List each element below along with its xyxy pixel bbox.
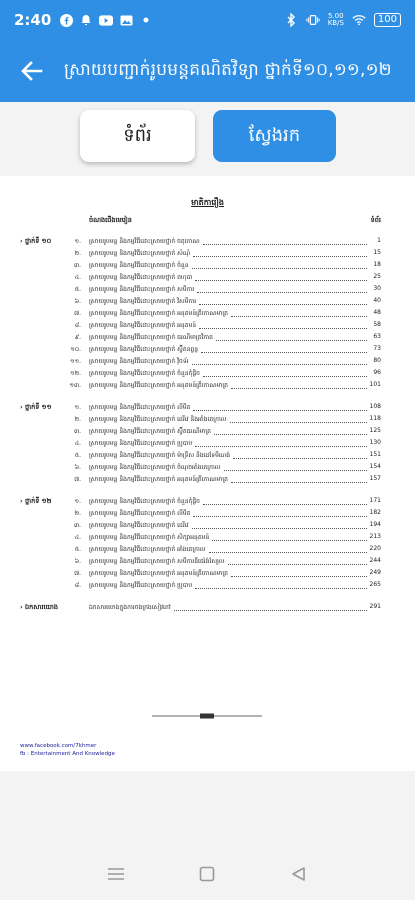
toc-row[interactable] (0, 236, 415, 248)
home-button[interactable] (195, 862, 219, 886)
toc-dot-leader (231, 316, 367, 317)
toc-page-number: 249 (369, 569, 381, 576)
toc-dot-leader (197, 292, 367, 293)
toc-entry-title: ស្រាយរូបមន្ត និងកម្មវិធីដោះស្រាយថ្នាក់ ធរណីមាត្រវិភាគ (89, 334, 213, 341)
toc-dot-leader (212, 540, 367, 541)
bluetooth-icon (284, 13, 298, 27)
toc-page-number: 30 (373, 285, 381, 292)
toc-dot-leader (201, 352, 367, 353)
menu-icon (107, 867, 125, 881)
toc-dot-leader (199, 328, 367, 329)
toc-row[interactable] (0, 532, 415, 544)
toc-dot-leader (192, 268, 367, 269)
toc-dot-leader (214, 434, 367, 435)
column-header-title: ចំណងជើងមេរៀន (89, 216, 132, 224)
back-button[interactable] (0, 40, 64, 102)
toc-entry-title: ស្រាយរូបមន្ត និងកម្មវិធីដោះស្រាយថ្នាក់ ស្វ៊ីតនព្វន្ត (89, 346, 199, 353)
toc-page-number: 244 (369, 557, 381, 564)
toc-row[interactable] (0, 438, 415, 450)
toc-number: ២. (74, 510, 81, 517)
toc-page-number: 154 (369, 463, 381, 470)
toc-row[interactable] (0, 272, 415, 284)
toc-entry-title: ស្រាយរូបមន្ត និងកម្មវិធីដោះស្រាយថ្នាក់ ដេរីវេ (89, 522, 189, 529)
status-bar (0, 0, 415, 40)
toc-entry-title: ស្រាយរូបមន្ត និងកម្មវិធីដោះស្រាយថ្នាក់ ចតុកោណ (89, 238, 200, 245)
toc-dot-leader (203, 504, 367, 505)
toc-number: ៧. (74, 570, 81, 577)
footer-facebook: fb : Entertainment And Knowledge (20, 751, 115, 757)
network-speed: 5.00 KB/S (327, 12, 344, 27)
toc-entry-title: ស្រាយរូបមន្ត និងកម្មវិធីដោះស្រាយថ្នាក់ ចំនួន (89, 262, 189, 269)
toc-row[interactable] (0, 308, 415, 320)
toc-number: ៦. (74, 298, 81, 305)
toc-number: ៨. (74, 322, 81, 329)
toc-row[interactable] (0, 496, 415, 508)
toc-page-number: 291 (369, 603, 381, 610)
toc-entry-title: ស្រាយរូបមន្ត និងកម្មវិធីដោះស្រាយថ្នាក់ សមីការឌីផេរ៉ង់ស្យែល (89, 558, 225, 565)
toc-page-number: 157 (369, 475, 381, 482)
toc-number: ៨. (74, 582, 81, 589)
toc-number: ១១. (70, 358, 81, 365)
navigation-bar (0, 848, 415, 900)
toc-dot-leader (224, 470, 367, 471)
toc-number: ៥. (74, 452, 81, 459)
toc-row[interactable] (0, 260, 415, 272)
toc-dot-leader (192, 528, 367, 529)
toc-dot-leader (228, 564, 367, 565)
toc-entry-title: ស្រាយរូបមន្ត និងកម្មវិធីដោះស្រាយថ្នាក់ ពហុធា (89, 274, 193, 281)
toc-number: ៤. (74, 440, 81, 447)
toc-number: ៣. (73, 262, 81, 269)
toc-entry-title: ស្រាយរូបមន្ត និងកម្មវិធីដោះស្រាយថ្នាក់ អនុគមន៍ត្រីកោណមាត្រ (89, 570, 228, 577)
toc-entry-title: ស្រាយរូបមន្ត និងកម្មវិធីដោះស្រាយថ្នាក់ អនុគមន៍ (89, 322, 197, 329)
toc-dot-leader (230, 422, 367, 423)
toc-dot-leader (174, 610, 367, 611)
toc-number: ៦. (74, 464, 81, 471)
toc-dot-leader (195, 280, 367, 281)
toc-page-number: 40 (373, 297, 381, 304)
status-notification-icons (59, 13, 153, 27)
toc-number: ៩. (74, 334, 81, 341)
toc-row[interactable] (0, 402, 415, 414)
toc-page-number: 151 (369, 451, 381, 458)
toc-row[interactable] (0, 544, 415, 556)
toc-number: ៥. (74, 286, 81, 293)
toc-page-number: 118 (369, 415, 381, 422)
toc-number: ២. (74, 416, 81, 423)
toc-row[interactable] (0, 332, 415, 344)
toc-page-number: 96 (373, 369, 381, 376)
toc-entry-title: ស្រាយរូបមន្ត និងកម្មវិធីដោះស្រាយថ្នាក់ លីមីត (89, 404, 191, 411)
toc-row[interactable] (0, 284, 415, 296)
toc-row[interactable] (0, 368, 415, 380)
toc-page-number: 25 (373, 273, 381, 280)
toc-page-number: 63 (373, 333, 381, 340)
toc-entry-title: ស្រាយរូបមន្ត និងកម្មវិធីដោះស្រាយថ្នាក់ អាំងតេក្រាល (89, 546, 206, 553)
toc-page-number: 15 (373, 249, 381, 256)
mode-switch (0, 102, 415, 172)
footer-website: www.facebook.com/7khmer (20, 743, 97, 749)
toc-number: ៦. (74, 558, 81, 565)
toc-row[interactable] (0, 602, 415, 614)
toc-row[interactable] (0, 508, 415, 520)
vibrate-icon (306, 13, 320, 27)
toc-entry-title: ស្រាយរូបមន្ត និងកម្មវិធីដោះស្រាយថ្នាក់ ស្វ៊ីតធរណីមាត្រ (89, 428, 211, 435)
toc-number: ៤. (74, 274, 81, 281)
toc-page-number: 130 (369, 439, 381, 446)
toc-entry-title: ស្រាយរូបមន្ត និងកម្មវិធីដោះស្រាយថ្នាក់ ប្រូបាប (89, 440, 193, 447)
toc-entry-title: ស្រាយរូបមន្ត និងកម្មវិធីដោះស្រាយថ្នាក់ វ៉ិចទ័រ (89, 358, 189, 365)
document-footer (20, 742, 115, 758)
toc-number: ១៣. (69, 382, 81, 389)
toc-dot-leader (199, 304, 367, 305)
toc-page-number: 220 (369, 545, 381, 552)
toc-entry-title: ស្រាយរូបមន្ត និងកម្មវិធីដោះស្រាយថ្នាក់ សំណុំ (89, 250, 191, 257)
toc-dot-leader (195, 446, 367, 447)
toc-dot-leader (209, 552, 367, 553)
toc-entry-title: ឯកសារយោងក្នុងការចងក្រងសៀវភៅ (89, 604, 171, 611)
document-title: មាតិការឿង (191, 198, 224, 207)
toc-row[interactable] (0, 356, 415, 368)
dot-icon (139, 13, 153, 27)
toc-entry-title: ស្រាយរូបមន្ត និងកម្មវិធីដោះស្រាយថ្នាក់ ចំនួនកុំផ្លិច (89, 498, 200, 505)
menu-button[interactable] (104, 862, 128, 886)
status-time: 2:40 (14, 11, 52, 29)
ornament-divider (152, 713, 262, 719)
toc-row[interactable] (0, 380, 415, 392)
toc-number: ១. (74, 498, 81, 505)
toc-row[interactable] (0, 556, 415, 568)
toc-entry-title: ស្រាយរូបមន្ត និងកម្មវិធីដោះស្រាយថ្នាក់ អនុគមន៍ត្រីកោណមាត្រ (89, 310, 228, 317)
toc-entry-title: ស្រាយរូបមន្ត និងកម្មវិធីដោះស្រាយថ្នាក់ អនុគមន៍ត្រីកោណមាត្រ (89, 476, 228, 483)
toc-page-number: 18 (373, 261, 381, 268)
toc-page-number: 48 (373, 309, 381, 316)
document-page[interactable] (0, 176, 415, 771)
system-back-button[interactable] (287, 862, 311, 886)
toc-row[interactable] (0, 580, 415, 592)
toc-number: ១២. (70, 370, 81, 377)
toc-entry-title: ស្រាយរូបមន្ត និងកម្មវិធីដោះស្រាយថ្នាក់ ចំនួនកុំផ្លិច (89, 370, 200, 377)
toc-number: ៥. (74, 546, 81, 553)
toc-dot-leader (193, 256, 367, 257)
toc-number: ១. (74, 404, 81, 411)
arrow-left-icon (21, 60, 43, 82)
triangle-back-icon (291, 866, 307, 882)
toc-row[interactable] (0, 426, 415, 438)
toc-number: ១០. (70, 346, 81, 353)
toc-entry-title: ស្រាយរូបមន្ត និងកម្មវិធីដោះស្រាយថ្នាក់ វិសមីការ (89, 298, 197, 305)
toc-entry-title: ស្រាយរូបមន្ត និងកម្មវិធីដោះស្រាយថ្នាក់ ដេរីវេ និងអាំងតេក្រាល (89, 416, 227, 423)
youtube-icon (99, 13, 113, 27)
toc-row[interactable] (0, 414, 415, 426)
facebook-icon (59, 13, 73, 27)
toc-number: ១. (74, 238, 81, 245)
toc-number: ៣. (73, 428, 81, 435)
app-bar (0, 40, 415, 102)
gallery-icon (119, 13, 133, 27)
toc-page-number: 73 (373, 345, 381, 352)
toc-row[interactable] (0, 450, 415, 462)
toc-number: ៧. (74, 310, 81, 317)
search-button[interactable]: ស្វែងរក (213, 110, 336, 162)
toc-page-number: 194 (369, 521, 381, 528)
column-header-page: ទំព័រ (370, 216, 381, 224)
toc-page-number: 108 (369, 403, 381, 410)
toc-entry-title: ស្រាយរូបមន្ត និងកម្មវិធីដោះស្រាយថ្នាក់ ម៉ាទ្រីស និងដេទែមីណង់ (89, 452, 231, 459)
toc-row[interactable] (0, 320, 415, 332)
square-icon (199, 866, 215, 882)
toc-grade-label: › ថ្នាក់ទី ១០ (20, 237, 52, 245)
toc-dot-leader (203, 376, 367, 377)
toc-dot-leader (195, 588, 367, 589)
toc-dot-leader (203, 244, 367, 245)
toc-row[interactable] (0, 248, 415, 260)
toc-row[interactable] (0, 296, 415, 308)
toc-dot-leader (193, 516, 367, 517)
toc-page-number: 182 (369, 509, 381, 516)
status-system-icons (284, 13, 401, 27)
page-button[interactable]: ទំព័រ (80, 110, 195, 162)
toc-page-number: 265 (369, 581, 381, 588)
toc-dot-leader (233, 458, 367, 459)
toc-number: ២. (74, 250, 81, 257)
toc-row[interactable] (0, 462, 415, 474)
toc-row[interactable] (0, 474, 415, 486)
toc-dot-leader (216, 340, 367, 341)
app-title: ស្រាយបញ្ជាក់រូបមន្តគណិតវិទ្យា ថ្នាក់ទី១០,១១,១២ (64, 59, 392, 80)
toc-row[interactable] (0, 520, 415, 532)
wifi-icon (352, 13, 366, 27)
toc-entry-title: ស្រាយរូបមន្ត និងកម្មវិធីដោះស្រាយថ្នាក់ ចំណុចអាំងតេក្រាល (89, 464, 221, 471)
toc-page-number: 1 (377, 237, 381, 244)
toc-number: ៧. (74, 476, 81, 483)
toc-page-number: 101 (369, 381, 381, 388)
toc-page-number: 58 (373, 321, 381, 328)
toc-page-number: 171 (369, 497, 381, 504)
toc-dot-leader (193, 410, 367, 411)
toc-entry-title: ស្រាយរូបមន្ត និងកម្មវិធីដោះស្រាយថ្នាក់ អនុគមន៍ត្រីកោណមាត្រ (89, 382, 228, 389)
toc-entry-title: ស្រាយរូបមន្ត និងកម្មវិធីដោះស្រាយថ្នាក់ សិក្សាអនុគមន៍ (89, 534, 210, 541)
toc-entry-title: ស្រាយរូបមន្ត និងកម្មវិធីដោះស្រាយថ្នាក់ ប្រូបាប (89, 582, 193, 589)
toc-entry-title: ស្រាយរូបមន្ត និងកម្មវិធីដោះស្រាយថ្នាក់ សមីការ (89, 286, 195, 293)
toc-page-number: 213 (369, 533, 381, 540)
toc-dot-leader (231, 576, 367, 577)
toc-page-number: 80 (373, 357, 381, 364)
toc-dot-leader (231, 388, 367, 389)
toc-row[interactable] (0, 568, 415, 580)
toc-dot-leader (231, 482, 367, 483)
toc-page-number: 125 (369, 427, 381, 434)
bell-icon (79, 13, 93, 27)
toc-grade-label: › ឯកសារយោង (20, 603, 58, 611)
toc-row[interactable] (0, 344, 415, 356)
toc-grade-label: › ថ្នាក់ទី ១២ (20, 497, 52, 505)
battery-level: 100 (374, 13, 401, 27)
toc-dot-leader (192, 364, 367, 365)
toc-entry-title: ស្រាយរូបមន្ត និងកម្មវិធីដោះស្រាយថ្នាក់ លីមីត (89, 510, 191, 517)
toc-number: ៤. (74, 534, 81, 541)
toc-number: ៣. (73, 522, 81, 529)
toc-grade-label: › ថ្នាក់ទី ១១ (20, 403, 52, 411)
